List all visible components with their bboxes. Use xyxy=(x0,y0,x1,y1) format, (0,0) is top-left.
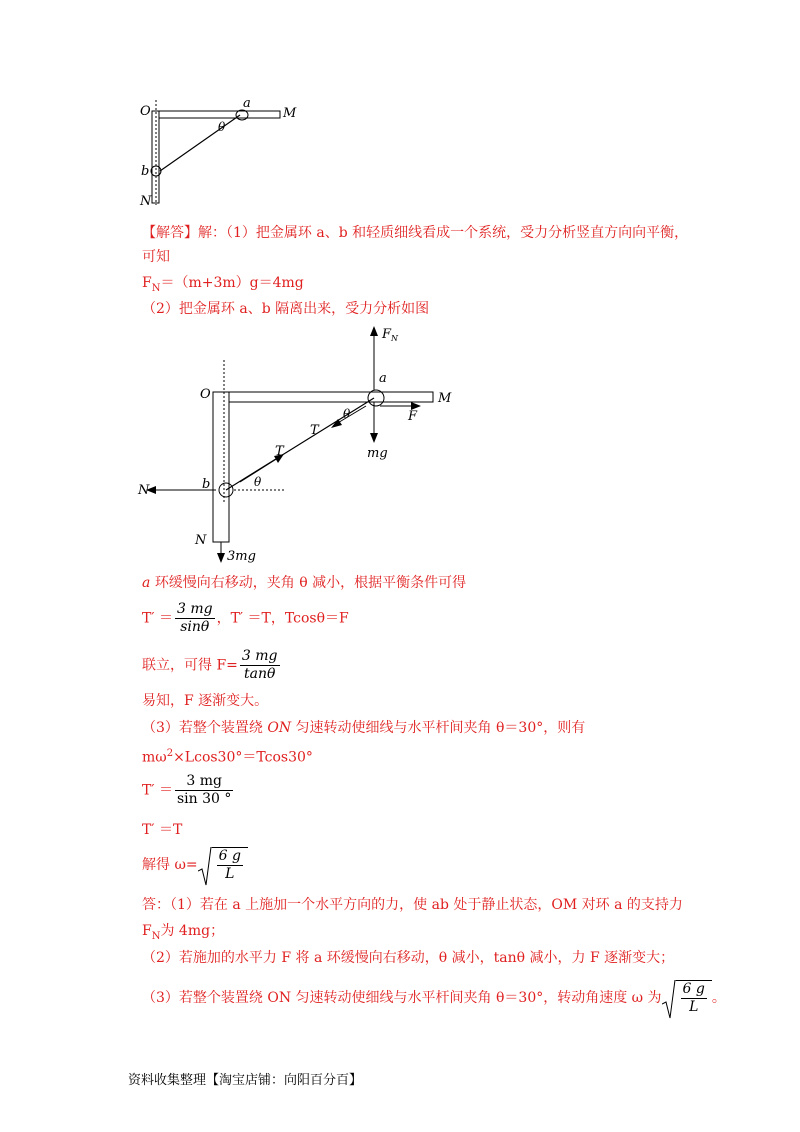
part3-heading: （3）若整个装置绕 ON 匀速转动使细线与水平杆间夹角 θ＝30°，则有 xyxy=(142,720,586,736)
answer-head: 【解答】解：（1）把金属环 a、b 和轻质细线看成一个系统，受力分析竖直方向向平衡， xyxy=(142,225,689,241)
fig1-label-b: b xyxy=(141,164,150,179)
fig1-label-N: N xyxy=(140,194,152,209)
fig1-label-M: M xyxy=(283,106,297,121)
fig2-label-T2: T xyxy=(275,444,284,459)
a-move-text: a 环缓慢向右移动，夹角 θ 减小，根据平衡条件可得 xyxy=(142,575,467,591)
yizhi-text: 易知，F 逐渐变大。 xyxy=(142,693,269,709)
answer-1: 答：（1）若在 a 上施加一个水平方向的力，使 ab 处于静止状态，OM 对环 a 的支持力 xyxy=(142,897,683,913)
answer-1b: $F_N$为 4mg； xyxy=(142,923,225,942)
figure-1 xyxy=(130,95,310,210)
fig2-label-3mg: 3mg xyxy=(227,549,256,564)
answer-2: （2）若施加的水平力 F 将 a 环缓慢向右移动，θ 减小，tanθ 减小，力 F 逐渐变大； xyxy=(142,950,675,966)
fn-equation: $F_N=(m+3m)g=4mg$ xyxy=(142,275,304,294)
fig2-label-F: F xyxy=(408,409,418,424)
fig1-label-O: O xyxy=(140,104,151,119)
momega-equation: $m\omega^2\times Lcos30^\circ=Tcos30^\circ$ xyxy=(142,748,313,766)
fig1-label-theta: θ xyxy=(218,120,226,134)
answer-3: （3）若整个装置绕 ON 匀速转动使细线与水平杆间夹角 θ＝30°，转动角速度 ω 为 $\frac{6 g}{L}$ 。 xyxy=(142,980,726,1016)
fig2-label-mg: mg xyxy=(367,446,388,461)
fig2-label-M: M xyxy=(438,391,452,406)
answer-head-2: 可知 xyxy=(142,249,170,265)
footer: 资料收集整理【淘宝店铺：向阳百分百】 xyxy=(128,1073,363,1088)
figure-2 xyxy=(130,322,470,567)
fig1-label-a: a xyxy=(243,96,251,111)
fig2-label-FN: $F_N$ xyxy=(382,327,399,343)
fig2-label-theta1: θ xyxy=(343,407,351,421)
fig2-label-T1: T xyxy=(310,423,319,438)
equation-1: T′ ＝ $\frac{3 mg}{\sin\theta}$ ，T′ ＝T，Tcosθ＝F xyxy=(142,601,349,635)
part2-heading: （2）把金属环 a、b 隔离出来，受力分析如图 xyxy=(142,301,430,317)
fig2-label-b: b xyxy=(202,477,211,492)
fig2-label-a: a xyxy=(379,371,387,386)
equation-3: T′ ＝ $\frac{3 mg}{\sin 30 ^\circ}$ xyxy=(142,773,232,807)
fig2-label-O: O xyxy=(200,387,211,402)
omega-solution: 解得 ω= $\frac{6 g}{L}$ xyxy=(142,847,248,883)
fig2-label-theta2: θ xyxy=(254,475,262,489)
fig2-label-N-left: N xyxy=(138,483,150,498)
tprime-equals-t: T′ ＝T xyxy=(142,822,183,838)
fig2-label-N-bottom: N xyxy=(195,533,207,548)
equation-2: 联立，可得 F= $\frac{3 mg}{\tan\theta}$ xyxy=(142,648,278,682)
